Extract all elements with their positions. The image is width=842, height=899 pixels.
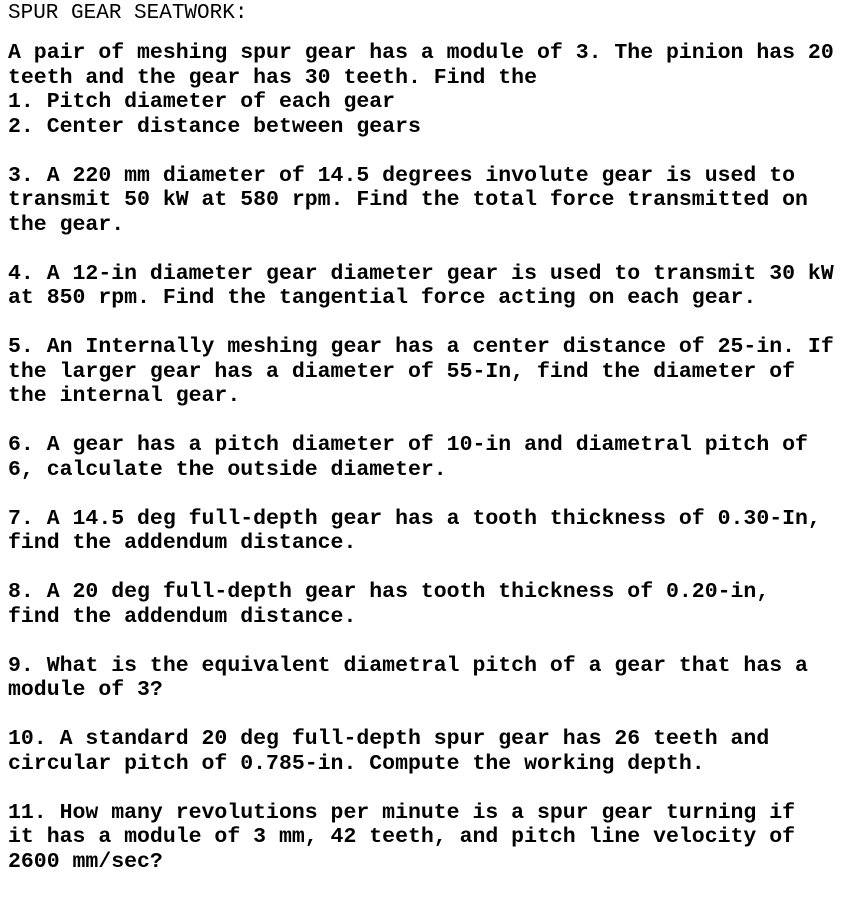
problem-paragraph xyxy=(8,727,834,776)
text-line: 8. A 20 deg full-depth gear has tooth thickness of 0.20-in, xyxy=(8,580,770,604)
text-line: A pair of meshing spur gear has a module of 3. The pinion has 20 xyxy=(8,41,834,65)
text-line: 5. An Internally meshing gear has a center distance of 25-in. If xyxy=(8,335,834,359)
problem-list xyxy=(8,41,834,899)
problem-paragraph xyxy=(8,335,834,409)
text-line: at 850 rpm. Find the tangential force acting on each gear. xyxy=(8,286,757,310)
text-line: find the addendum distance. xyxy=(8,531,357,555)
text-line: the gear. xyxy=(8,212,125,237)
text-line: 2. Center distance between gears xyxy=(8,114,421,139)
text-line: 9. What is the equivalent diametral pitch of a gear that has a xyxy=(8,653,808,678)
text-line: 2600 mm/sec? xyxy=(8,849,163,874)
text-line: 6. A gear has a pitch diameter of 10-in and diametral pitch of xyxy=(8,433,808,457)
text-line: module of 3? xyxy=(8,678,163,702)
text-line: circular pitch of 0.785-in. Compute the working depth. xyxy=(8,751,705,776)
problem-paragraph xyxy=(8,507,834,556)
problem-paragraph xyxy=(8,801,834,875)
text-line: the internal gear. xyxy=(8,384,241,408)
text-line: 11. How many revolutions per minute is a spur gear turning if xyxy=(8,800,796,825)
text-line: transmit 50 kW at 580 rpm. Find the total force transmitted on xyxy=(8,188,808,212)
text-line: it has a module of 3 mm, 42 teeth, and pitch line velocity of xyxy=(8,825,796,849)
text-line: 7. A 14.5 deg full-depth gear has a tooth thickness of 0.30-In, xyxy=(8,506,821,531)
problem-paragraph xyxy=(8,164,834,238)
text-line: 4. A 12-in diameter gear diameter gear is used to transmit 30 kW xyxy=(8,261,834,286)
problem-paragraph xyxy=(8,654,834,703)
problem-paragraph xyxy=(8,41,834,139)
text-line: teeth and the gear has 30 teeth. Find the xyxy=(8,65,537,90)
text-line: 6, calculate the outside diameter. xyxy=(8,457,447,482)
text-line: 10. A standard 20 deg full-depth spur gear has 26 teeth and xyxy=(8,727,770,751)
problem-paragraph xyxy=(8,262,834,311)
text-line: 1. Pitch diameter of each gear xyxy=(8,90,396,114)
text-line: the larger gear has a diameter of 55-In, find the diameter of xyxy=(8,359,796,384)
document-title: SPUR GEAR SEATWORK: xyxy=(8,2,248,25)
text-line: find the addendum distance. xyxy=(8,604,357,629)
problem-paragraph xyxy=(8,433,834,482)
text-line: 3. A 220 mm diameter of 14.5 degrees involute gear is used to xyxy=(8,163,796,188)
problem-paragraph xyxy=(8,580,834,629)
